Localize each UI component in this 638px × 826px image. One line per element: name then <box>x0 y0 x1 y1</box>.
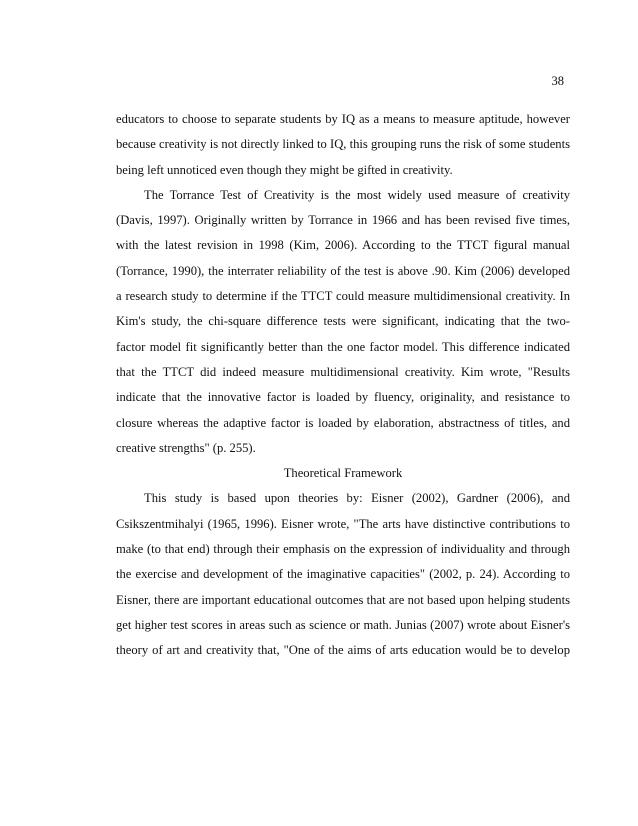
text-line-6: with the latest revision in 1998 (Kim, 2006). According to the TTCT figural manual <box>116 238 570 253</box>
text-line-19: the exercise and development of the imaginative capacities" (2002, p. 24). According to <box>116 567 570 582</box>
paragraph-framework-first-line: This study is based upon theories by: Eisner (2002), Gardner (2006), and <box>144 491 570 506</box>
page-number: 38 <box>551 74 564 88</box>
text-line-12: indicate that the innovative factor is loaded by fluency, originality, and resistance to <box>116 390 570 405</box>
paragraph-ttct-first-line: The Torrance Test of Creativity is the most widely used measure of creativity <box>144 187 570 202</box>
text-line-9: Kim's study, the chi-square difference tests were significant, indicating that the two- <box>116 314 570 329</box>
text-line-14: creative strengths" (p. 255). <box>116 440 256 455</box>
text-line-21: get higher test scores in areas such as science or math. Junias (2007) wrote about Eisner's <box>116 617 570 632</box>
text-line-18: make (to that end) through their emphasis on the expression of individuality and through <box>116 542 570 557</box>
text-line-1: educators to choose to separate students by IQ as a means to measure aptitude, however <box>116 112 570 126</box>
text-line-20: Eisner, there are important educational outcomes that are not based upon helping students <box>116 592 570 607</box>
text-line-13: closure whereas the adaptive factor is loaded by elaboration, abstractness of titles, and <box>116 415 570 430</box>
text-line-5: (Davis, 1997). Originally written by Torrance in 1966 and has been revised five times, <box>116 213 570 228</box>
text-line-22: theory of art and creativity that, "One of the aims of arts education would be to develop <box>116 643 570 658</box>
text-line-17: Csikszentmihalyi (1965, 1996). Eisner wrote, "The arts have distinctive contributions to <box>116 516 570 531</box>
text-line-2: because creativity is not directly linked to IQ, this grouping runs the risk of some students <box>116 137 570 152</box>
text-line-3: being left unnoticed even though they might be gifted in creativity. <box>116 162 453 177</box>
body-text <box>116 110 570 667</box>
text-line-10: factor model fit significantly better than the one factor model. This difference indicated <box>116 339 570 354</box>
text-line-8: a research study to determine if the TTCT could measure multidimensional creativity. In <box>116 289 570 304</box>
text-line-7: (Torrance, 1990), the interrater reliability of the test is above .90. Kim (2006) developed <box>116 263 570 278</box>
text-line-11: that the TTCT did indeed measure multidimensional creativity. Kim wrote, "Results <box>116 364 570 379</box>
section-heading: Theoretical Framework <box>283 466 403 481</box>
